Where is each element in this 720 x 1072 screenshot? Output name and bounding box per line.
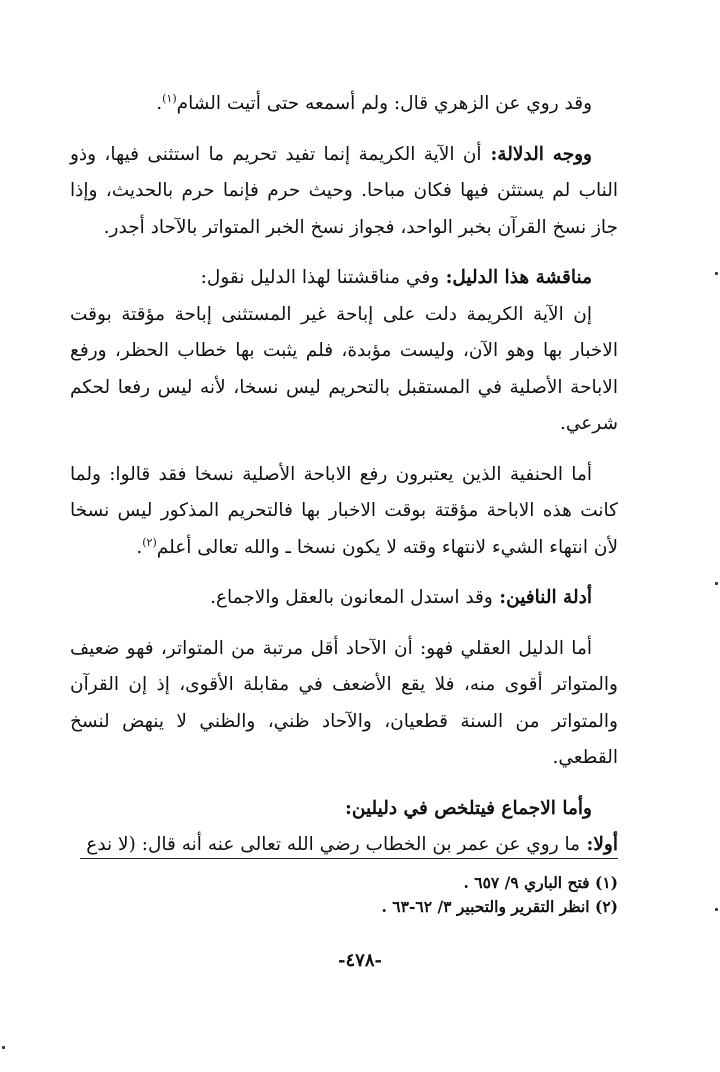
paragraph-text: وفي مناقشتنا لهذا الدليل نقول: [200, 267, 440, 288]
footnotes [80, 858, 618, 919]
paragraph-text: ما روي عن عمر بن الخطاب رضي الله تعالى عنه أنه قال: (لا ندع [86, 834, 581, 855]
paragraph-text: أما الدليل العقلي فهو: أن الآحاد أقل مرتبة من المتواتر، فهو ضعيف والمتواتر أقوى منه، فلا يقع الأضعف في مقابلة الأقوى، إذ إن القرآن والمتواتر من السنة قطعيان، والآحاد ظني، والظني لا ينهض لنسخ القطعي. [70, 637, 618, 768]
paragraph-hanafiyya [70, 457, 618, 567]
paragraph-heading: أولا: [580, 834, 618, 855]
paragraph-text: وقد استدل المعانون بالعقل والاجماع. [210, 587, 493, 608]
paragraph-heading: أدلة النافين: [492, 587, 592, 608]
footnote-ref: (٢) [142, 535, 157, 549]
page-number: -٤٧٨- [338, 950, 382, 971]
scan-mark [715, 582, 718, 585]
paragraph-zuhri [70, 86, 618, 123]
paragraph-heading: ووجه الدلالة: [481, 143, 592, 165]
paragraph-text: وقد روي عن الزهري قال: ولم أسمعه حتى أتيت الشام [176, 93, 592, 114]
footnote-ref: (١) [162, 91, 177, 105]
paragraph-heading: وأما الاجماع فيتلخص في دليلين: [345, 797, 592, 819]
paragraph-adillat-alnafin [70, 580, 618, 617]
scan-mark [2, 1046, 5, 1049]
footnote-1: (١) فتح الباري ٩/ ٦٥٧ . [463, 873, 618, 892]
paragraph-text: أما الحنفية الذين يعتبرون رفع الاباحة الأصلية نسخا فقد قالوا: ولما كانت هذه الاباحة مؤقتة بوقت الاخبار بها فالتحريم المذكور ليس نسخا لأن انتهاء الشيء لانتهاء وقته لا يكون نسخا ـ والله تعالى أعلم [70, 463, 618, 558]
paragraph-tail: . [136, 536, 143, 558]
paragraph-heading: مناقشة هذا الدليل: [439, 267, 592, 288]
paragraph-ayah-ibaha [70, 297, 618, 443]
paragraph-tail: . [156, 93, 163, 114]
page-body [70, 86, 618, 986]
paragraph-dalil-aqli [70, 631, 618, 777]
paragraph-wajh-aldalala [70, 137, 618, 247]
scan-mark [715, 908, 718, 911]
scan-mark [715, 272, 718, 275]
paragraph-munaqasha [70, 260, 618, 297]
paragraph-text: إن الآية الكريمة دلت على إباحة غير المستثنى إباحة مؤقتة بوقت الاخبار بها وهو الآن، وليست مؤبدة، فلم يثبت بها خطاب الحظر، ورفع الاباحة الأصلية في المستقبل بالتحريم ليس نسخا، لأنه ليس رفعا لحكم شرعي. [70, 303, 618, 434]
footnote-2: (٢) انظر التقرير والتحبير ٣/ ٦٢-٦٣ . [381, 897, 618, 916]
paragraph-ijma [70, 791, 618, 828]
paragraph-text: أن الآية الكريمة إنما تفيد تحريم ما استثنى فيها، وذو الناب لم يستثن فيها فكان مباحا. وحيث حرم فإنما حرم بالحديث، وإذا جاز نسخ القرآن بخبر الواحد، فجواز نسخ الخبر المتواتر بالآحاد أجدر. [70, 143, 618, 238]
